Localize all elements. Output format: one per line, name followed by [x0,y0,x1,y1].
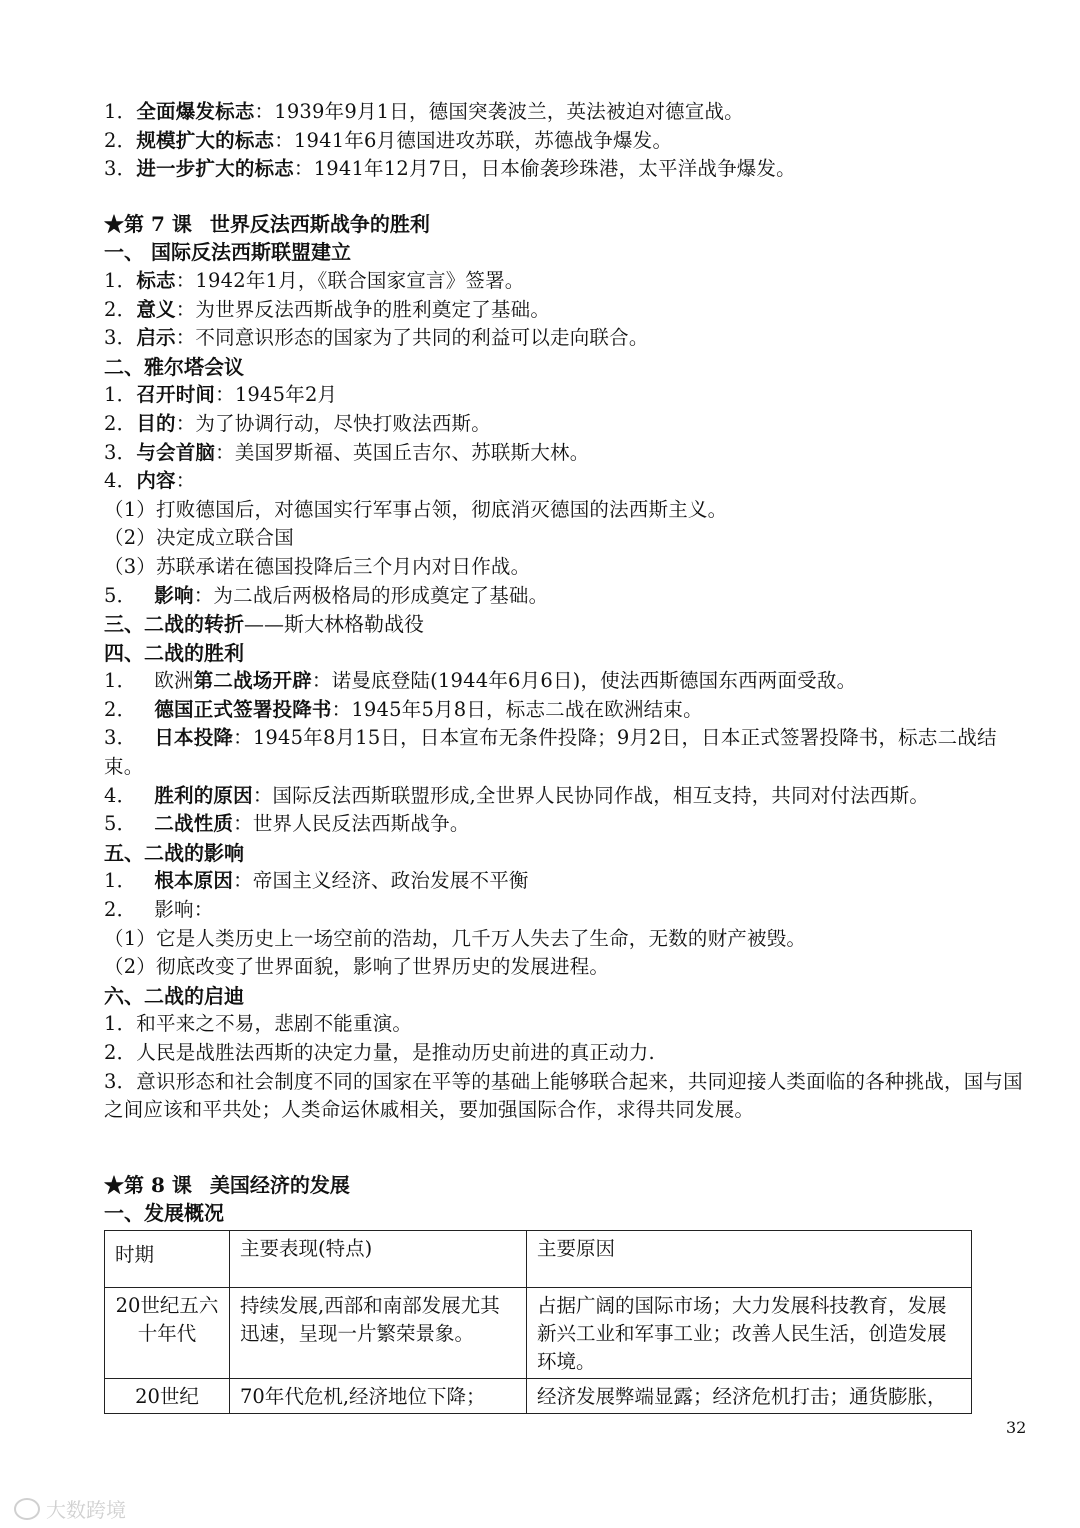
list-item: 1． 根本原因：帝国主义经济、政治发展不平衡 [104,869,529,893]
list-item: 2．人民是战胜法西斯的决定力量，是推动历史前进的真正动力. [104,1041,655,1064]
table-header-cell: 主要原因 [527,1230,972,1287]
table-cell: 70年代危机,经济地位下降； [230,1378,527,1413]
table-cell: 持续发展,西部和南部发展尤其迅速，呈现一片繁荣景象。 [230,1287,527,1378]
sub-item: （3）苏联承诺在德国投降后三个月内对日作战。 [104,554,531,578]
table-header-cell: 主要表现(特点) [230,1230,527,1287]
list-item: 1．全面爆发标志：1939年9月1日，德国突袭波兰，英法被迫对德宣战。 [104,100,744,123]
table-cell: 占据广阔的国际市场；大力发展科技教育，发展新兴工业和军事工业；改善人民生活，创造发展环境。 [527,1287,972,1378]
development-table [104,1230,972,1414]
list-item: 5． 二战性质：世界人民反法西斯战争。 [104,812,470,836]
list-item: 3．与会首脑：美国罗斯福、英国丘吉尔、苏联斯大林。 [104,440,590,464]
watermark-text: 大数跨境 [46,1498,126,1522]
table-header-cell: 时期 [105,1230,230,1287]
watermark-logo-icon [14,1498,40,1520]
list-item: 3．进一步扩大的标志：1941年12月7日，日本偷袭珍珠港，太平洋战争爆发。 [104,157,796,181]
list-item: 2．规模扩大的标志：1941年6月德国进攻苏联，苏德战争爆发。 [104,128,673,152]
section-heading: 四、二战的胜利 [104,640,244,665]
table-cell: 20世纪 [105,1378,230,1413]
sub-item: （2）彻底改变了世界面貌，影响了世界历史的发展进程。 [104,955,610,979]
section-heading: 二、雅尔塔会议 [104,354,244,379]
lesson7-title: ★第 7 课 世界反法西斯战争的胜利 [104,211,430,236]
watermark [14,1494,126,1523]
section-heading: 三、二战的转折——斯大林格勒战役 [104,612,424,637]
list-item: 2． 德国正式签署投降书：1945年5月8日，标志二战在欧洲结束。 [104,697,703,721]
table-header-row [105,1230,972,1287]
document-page [104,98,1034,1414]
table-row [105,1378,972,1413]
list-item: 3．启示：不同意识形态的国家为了共同的利益可以走向联合。 [104,326,649,350]
page-number: 32 [1006,1418,1027,1437]
list-item: 2．意义：为世界反法西斯战争的胜利奠定了基础。 [104,297,551,321]
list-item: 1．标志：1942年1月，《联合国家宣言》签署。 [104,268,525,292]
list-item: 3．意识形态和社会制度不同的国家在平等的基础上能够联合起来，共同迎接人类面临的各种挑战，国与国之间应该和平共处；人类命运休戚相关，要加强国际合作，求得共同发展。 [104,1069,1023,1122]
table-row [105,1287,972,1378]
list-item: 4． 胜利的原因：国际反法西斯联盟形成,全世界人民协同作战，相互支持，共同对付法西斯。 [104,783,930,807]
list-item: 1． 欧洲第二战场开辟：诺曼底登陆(1944年6月6日)，使法西斯德国东西两面受敌。 [104,669,857,693]
list-item: 2．目的：为了协调行动，尽快打败法西斯。 [104,411,491,435]
sub-item: （1）打败德国后，对德国实行军事占领，彻底消灭德国的法西斯主义。 [104,497,728,521]
section-heading: 一、 国际反法西斯联盟建立 [104,240,351,265]
lesson8-title: ★第 8 课 美国经济的发展 [104,1172,350,1197]
list-item: 4．内容： [104,469,196,493]
section-heading: 五、二战的影响 [104,840,244,865]
sub-item: （1）它是人类历史上一场空前的浩劫，几千万人失去了生命，无数的财产被毁。 [104,926,807,950]
section-heading: 六、二战的启迪 [104,983,244,1008]
list-item: 3． 日本投降：1945年8月15日，日本宣布无条件投降；9月2日，日本正式签署投降书，标志二战结束。 [104,726,997,779]
list-item: 1．召开时间：1945年2月 [104,383,338,407]
sub-item: （2）决定成立联合国 [104,526,294,550]
list-item: 2． 影响： [104,898,214,922]
table-cell: 经济发展弊端显露；经济危机打击；通货膨胀， [527,1378,972,1413]
list-item: 5． 影响：为二战后两极格局的形成奠定了基础。 [104,583,549,607]
list-item: 1．和平来之不易，悲剧不能重演。 [104,1012,413,1036]
table-cell: 20世纪五六十年代 [105,1287,230,1378]
section-heading: 一、发展概况 [104,1201,224,1226]
